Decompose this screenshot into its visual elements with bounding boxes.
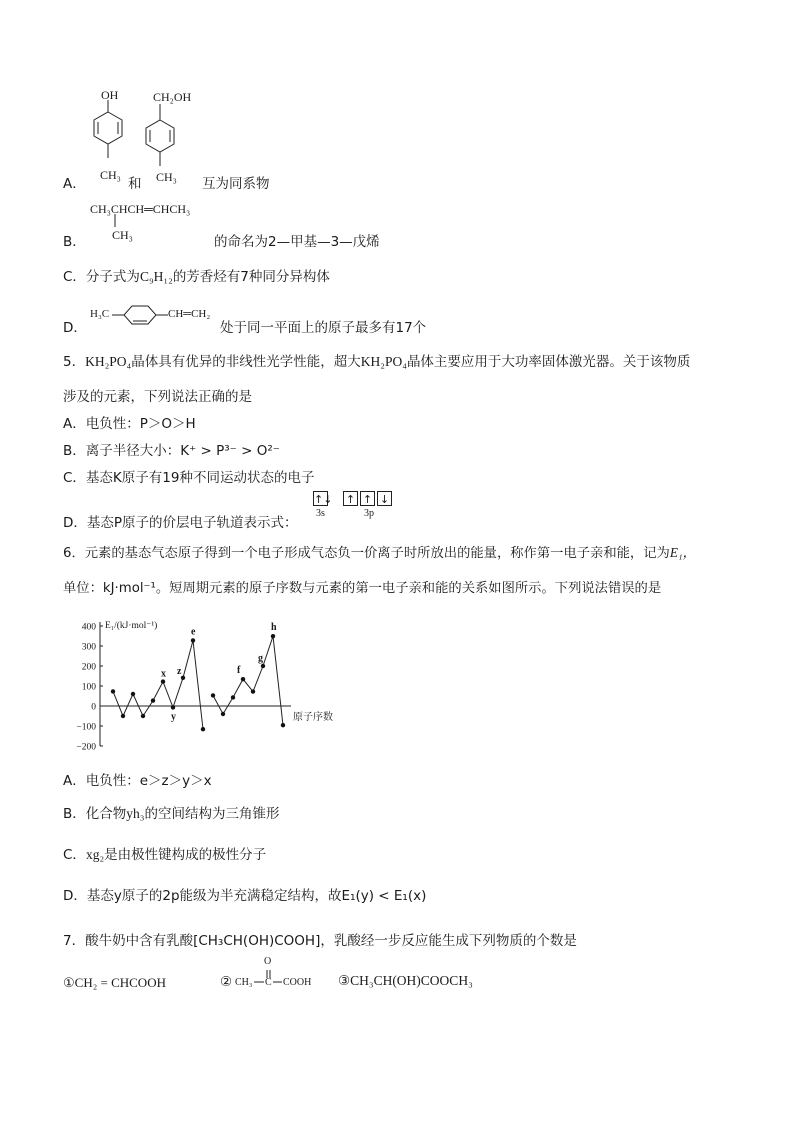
orbital-3p-box-2: ↑ xyxy=(360,491,375,506)
q6-option-c xyxy=(63,843,266,863)
q4-d-ring xyxy=(112,304,172,328)
chart-data-point xyxy=(211,693,215,697)
q4-a-ch3-1: CH₃ xyxy=(100,168,121,182)
q6-b-post: 的空间结构为三角锥形 xyxy=(144,806,280,822)
chart-y-tick-label: 0 xyxy=(91,702,96,713)
chart-data-point xyxy=(271,634,275,638)
chart-point-label: x xyxy=(161,668,166,680)
chart-data-point xyxy=(191,638,195,642)
q4-c-formula: C₉H₁₂ xyxy=(139,269,173,284)
q7-stem: 7．酸牛奶中含有乳酸[CH₃CH(OH)COOH]，乳酸经一步反应能生成下列物质的个数是 xyxy=(63,933,577,949)
q6-b-formula: yh₃ xyxy=(126,806,145,821)
q7-option-2-left: CH₃ xyxy=(235,977,253,988)
chart-point-label: e xyxy=(191,626,196,638)
orbital-3s xyxy=(313,490,333,506)
q6-option-a: A．电负性：e＞z＞y＞x xyxy=(63,773,212,789)
orbital-3p xyxy=(343,490,392,506)
chart-y-tick-label: 100 xyxy=(81,682,96,693)
chart-y-tick-label: 400 xyxy=(81,622,96,633)
q6-stem-line2: 单位：kJ·mol⁻¹。短周期元素的原子序数与元素的第一电子亲和能的关系如图所示。下列说法错误的是 xyxy=(63,581,662,596)
chart-data-point xyxy=(251,689,255,693)
q4-b-sub: CH₃ xyxy=(112,228,133,242)
q6-option-b xyxy=(63,802,279,822)
q6-stem-text: 6．元素的基态气态原子得到一个电子形成气态负一价离子时所放出的能量，称作第一电子亲和能，记为 xyxy=(63,546,670,561)
chart-data-point xyxy=(241,677,245,681)
q6-e1-symbol: E₁， xyxy=(669,545,696,560)
q4-b-label: B． xyxy=(63,234,86,250)
q5-stem-b: 晶体主要应用于大功率固体激光器。关于该物质 xyxy=(406,354,691,370)
q5-stem-line1 xyxy=(63,350,690,370)
q7-option-2-mark: ② xyxy=(220,974,233,990)
chart-data-point xyxy=(131,692,135,696)
chart-data-point xyxy=(201,727,205,731)
q4-b-bond xyxy=(110,214,120,228)
chart-point-label: y xyxy=(171,711,176,723)
q5-stem-a: 晶体具有优异的非线性光学性能，超大 xyxy=(131,354,361,370)
chart-y-tick-label: −100 xyxy=(76,722,96,733)
chart-data-point xyxy=(181,676,185,680)
q4-a-oh: OH xyxy=(101,88,119,102)
chart-data-point xyxy=(221,712,225,716)
q5-option-c: C．基态K原子有19种不同运动状态的电子 xyxy=(63,470,315,486)
chart-data-point xyxy=(121,714,125,718)
q4-c-pre: C．分子式为 xyxy=(63,269,140,285)
q4-c-post: 的芳香烃有7种同分异构体 xyxy=(172,269,330,285)
q4-b-struct: CH₃CHCH═CHCH₃ xyxy=(90,202,191,216)
q7-option-1: ①CH₂ = CHCOOH xyxy=(63,975,166,990)
q5-number: 5． xyxy=(63,354,86,370)
chart-y-axis-label: E₁/(kJ·mol⁻¹) xyxy=(105,621,158,631)
chart-data-point xyxy=(141,714,145,718)
chart-y-tick-label: 200 xyxy=(81,662,96,673)
orbital-3s-box: ↑↓ xyxy=(314,492,333,506)
orbital-3s-label: 3s xyxy=(316,508,325,519)
q5-option-b: B．离子半径大小：K⁺ > P³⁻ > O²⁻ xyxy=(63,443,280,459)
q5-stem-line2: 涉及的元素，下列说法正确的是 xyxy=(63,389,252,405)
q6-stem-line1 xyxy=(63,542,696,561)
chart-y-tick-label: 300 xyxy=(81,642,96,653)
q6-option-d: D．基态y原子的2p能级为半充满稳定结构，故E₁(y) < E₁(x) xyxy=(63,888,427,904)
chart-y-tick-label: −200 xyxy=(76,742,96,753)
q4-c xyxy=(63,265,330,285)
chart-data-point xyxy=(111,689,115,693)
q6-c-pre: C． xyxy=(63,847,86,863)
q6-c-formula: xg₂ xyxy=(85,847,105,862)
q6-b-pre: B．化合物 xyxy=(63,806,127,822)
chart-point-label: h xyxy=(271,622,277,634)
q6-c-post: 是由极性键构成的极性分子 xyxy=(104,847,267,863)
chart-data-point xyxy=(151,698,155,702)
q5-formula-1: KH₂PO₄ xyxy=(85,354,132,369)
chart-x-axis-label: 原子序数 xyxy=(293,712,333,723)
q4-d-vinyl: CH═CH₂ xyxy=(168,308,211,320)
q4-d-label: D． xyxy=(63,320,87,336)
q7-option-2-oxygen: O xyxy=(264,956,272,967)
electron-affinity-chart xyxy=(60,612,360,757)
q7-option-2-c: C xyxy=(265,977,272,988)
chart-series-line xyxy=(113,640,203,729)
q4-d-h3c: H₃C xyxy=(90,308,110,320)
chart-point-label: z xyxy=(177,665,182,677)
q5-option-a: A．电负性：P＞O＞H xyxy=(63,416,196,432)
q4-d-text: 处于同一平面上的原子最多有17个 xyxy=(220,320,427,336)
q5-option-d: D．基态P原子的价层电子轨道表示式： xyxy=(63,515,298,531)
orbital-3p-box-1: ↑ xyxy=(343,491,358,506)
q7-option-3: ③CH₃CH(OH)COOCH₃ xyxy=(338,973,473,988)
q4-a-and: 和 xyxy=(128,176,142,192)
q4-a-text: 互为同系物 xyxy=(202,176,270,192)
chart-point-label: f xyxy=(237,665,241,677)
q4-b-text: 的命名为2—甲基—3—戊烯 xyxy=(214,234,380,250)
chart-data-point xyxy=(281,723,285,727)
chart-data-point xyxy=(231,695,235,699)
q4-a-ch3-2: CH₃ xyxy=(156,170,177,184)
chart-data-point xyxy=(161,679,165,683)
q4-a-label: A． xyxy=(63,176,86,192)
q7-option-2-right: COOH xyxy=(283,977,312,988)
chart-point-label: g xyxy=(258,653,263,664)
chart-data-point xyxy=(171,705,175,709)
orbital-3p-label: 3p xyxy=(364,508,374,519)
q4-a-ch2oh: CH₂OH xyxy=(153,90,192,104)
orbital-3p-box-3: ↓ xyxy=(377,491,392,506)
chart-series-line xyxy=(213,636,283,725)
q5-formula-2: KH₂PO₄ xyxy=(360,354,407,369)
chart-data-point xyxy=(261,664,265,668)
